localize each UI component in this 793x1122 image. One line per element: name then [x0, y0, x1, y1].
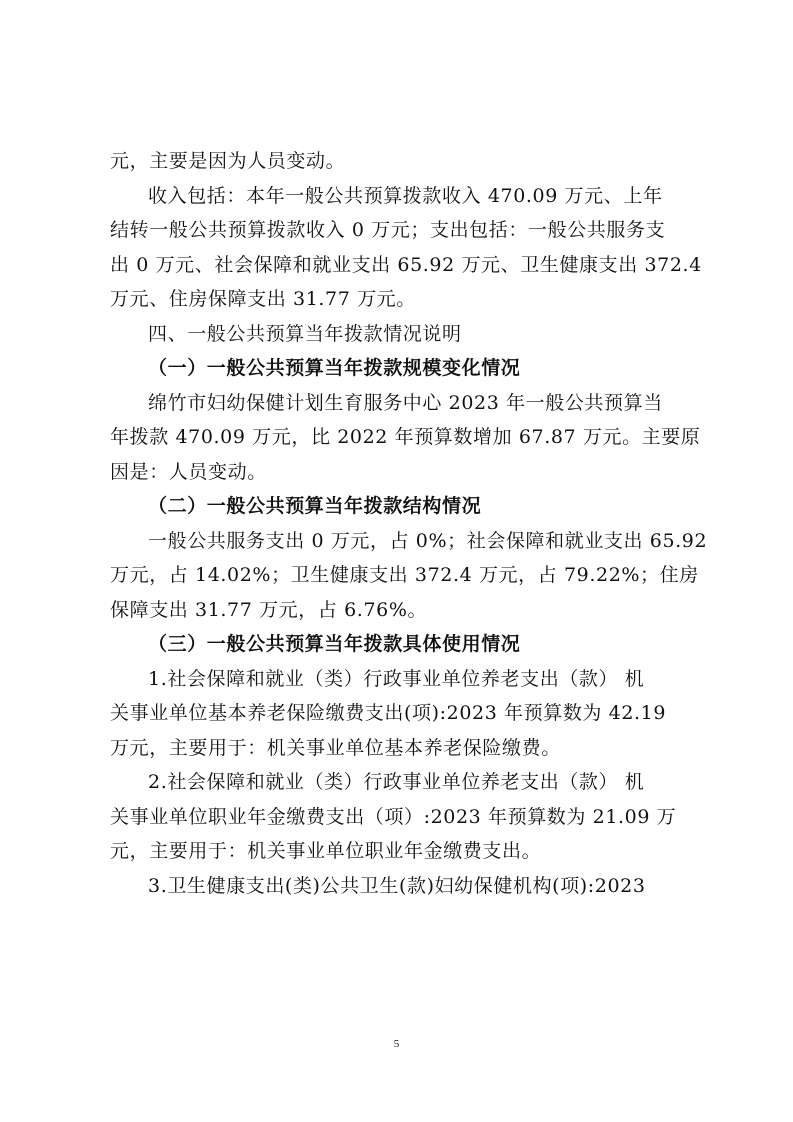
- subsection-heading: （三）一般公共预算当年拨款具体使用情况: [148, 633, 521, 655]
- text-line: 万元、住房保障支出 31.77 万元。: [110, 288, 416, 310]
- text-line: 出 0 万元、社会保障和就业支出 65.92 万元、卫生健康支出 372.4: [110, 253, 702, 276]
- text-line: 3.卫生健康支出(类)公共卫生(款)妇幼保健机构(项):2023: [148, 874, 646, 897]
- text-line: 收入包括：本年一般公共预算拨款收入 470.09 万元、上年: [148, 184, 663, 207]
- text-line: 年拨款 470.09 万元，比 2022 年预算数增加 67.87 万元。主要原: [110, 426, 701, 448]
- text-line: 1.社会保障和就业（类）行政事业单位养老支出（款） 机: [148, 667, 645, 690]
- document-body: [110, 144, 708, 903]
- text-line: 结转一般公共预算拨款收入 0 万元；支出包括：一般公共服务支: [110, 219, 666, 241]
- text-line: 保障支出 31.77 万元，占 6.76%。: [110, 598, 428, 621]
- text-line: 关事业单位基本养老保险缴费支出(项):2023 年预算数为 42.19: [110, 702, 667, 724]
- text-line: 元，主要用于：机关事业单位职业年金缴费支出。: [110, 840, 542, 862]
- text-line: 关事业单位职业年金缴费支出（项）:2023 年预算数为 21.09 万: [110, 805, 677, 828]
- text-line: 绵竹市妇幼保健计划生育服务中心 2023 年一般公共预算当: [148, 391, 663, 414]
- text-line: 万元，占 14.02%；卫生健康支出 372.4 万元，占 79.22%；住房: [110, 564, 699, 586]
- text-line: 元，主要是因为人员变动。: [110, 150, 346, 172]
- text-line: 2.社会保障和就业（类）行政事业单位养老支出（款） 机: [148, 771, 645, 793]
- section-heading: 四、一般公共预算当年拨款情况说明: [148, 322, 462, 345]
- page-number: 5: [393, 1038, 400, 1050]
- subsection-heading: （二）一般公共预算当年拨款结构情况: [148, 495, 482, 517]
- subsection-heading: （一）一般公共预算当年拨款规模变化情况: [148, 357, 521, 379]
- text-line: 万元，主要用于：机关事业单位基本养老保险缴费。: [110, 736, 561, 759]
- text-line: 因是：人员变动。: [110, 460, 267, 483]
- text-line: 一般公共服务支出 0 万元，占 0%；社会保障和就业支出 65.92: [148, 529, 708, 552]
